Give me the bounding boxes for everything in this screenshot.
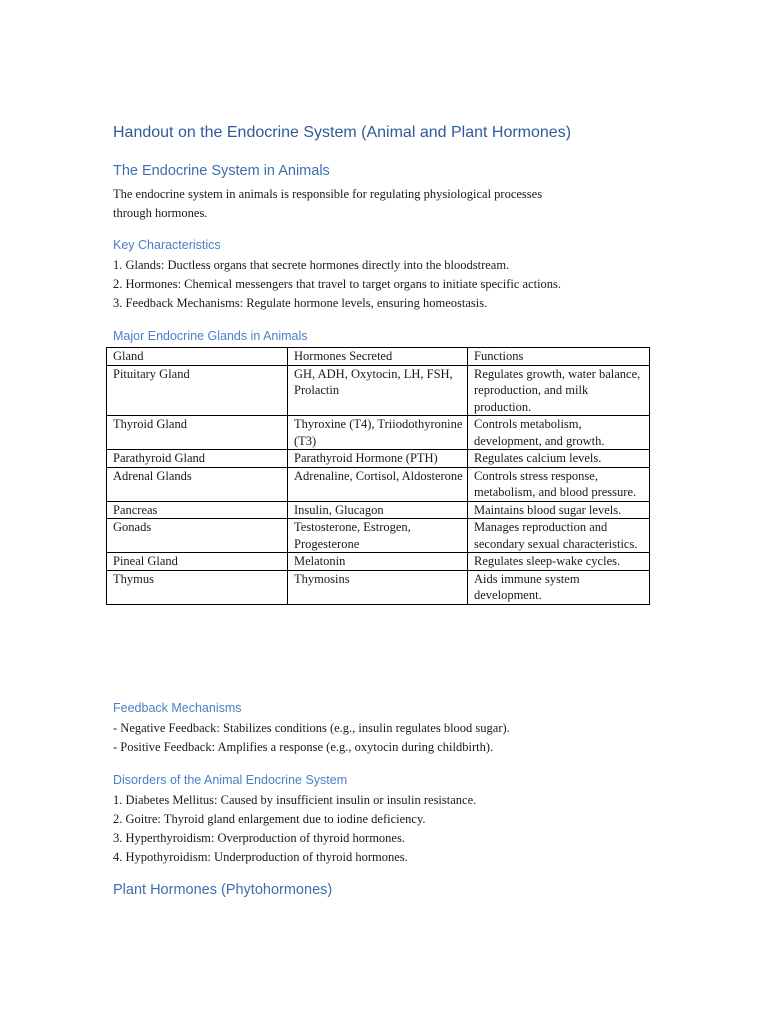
list-item: 1. Diabetes Mellitus: Caused by insufficient insulin or insulin resistance. (113, 793, 477, 807)
subheading-major-glands: Major Endocrine Glands in Animals (113, 329, 308, 343)
disorders-list (113, 791, 476, 867)
table-row (107, 519, 650, 553)
table-cell: Adrenaline, Cortisol, Aldosterone (288, 467, 468, 501)
list-item: 2. Goitre: Thyroid gland enlargement due to iodine deficiency. (113, 812, 426, 826)
subheading-key-characteristics: Key Characteristics (113, 238, 221, 252)
list-item: 1. Glands: Ductless organs that secrete hormones directly into the bloodstream. (113, 258, 510, 272)
table-cell: Maintains blood sugar levels. (468, 501, 650, 519)
table-row (107, 501, 650, 519)
table-cell: Gonads (107, 519, 288, 553)
intro-line: through hormones. (113, 206, 208, 220)
table-row (107, 553, 650, 571)
column-header-hormones: Hormones Secreted (288, 348, 468, 366)
table-cell: Insulin, Glucagon (288, 501, 468, 519)
table-cell: Thymosins (288, 570, 468, 604)
table-cell: Thymus (107, 570, 288, 604)
table-cell: Manages reproduction and secondary sexual characteristics. (468, 519, 650, 553)
intro-line: The endocrine system in animals is responsible for regulating physiological processes (113, 187, 543, 201)
feedback-list (113, 719, 510, 757)
glands-table (106, 347, 650, 605)
list-item: 2. Hormones: Chemical messengers that travel to target organs to initiate specific actions. (113, 277, 562, 291)
table-row (107, 416, 650, 450)
table-header-row (107, 348, 650, 366)
table-cell: Controls stress response, metabolism, and blood pressure. (468, 467, 650, 501)
list-item: - Positive Feedback: Amplifies a response (e.g., oxytocin during childbirth). (113, 740, 494, 754)
table-cell: Pineal Gland (107, 553, 288, 571)
list-item: 3. Hyperthyroidism: Overproduction of thyroid hormones. (113, 831, 405, 845)
table-cell: Thyroid Gland (107, 416, 288, 450)
column-header-gland: Gland (107, 348, 288, 366)
table-cell: Regulates growth, water balance, reproduction, and milk production. (468, 365, 650, 416)
table-cell: Parathyroid Hormone (PTH) (288, 450, 468, 468)
subheading-disorders: Disorders of the Animal Endocrine System (113, 773, 348, 787)
document-title: Handout on the Endocrine System (Animal and Plant Hormones) (113, 124, 572, 141)
table-cell: Controls metabolism, development, and growth. (468, 416, 650, 450)
table-cell: Thyroxine (T4), Triiodothyronine (T3) (288, 416, 468, 450)
table-cell: Pituitary Gland (107, 365, 288, 416)
list-item: 4. Hypothyroidism: Underproduction of thyroid hormones. (113, 850, 408, 864)
table-cell: Pancreas (107, 501, 288, 519)
table-cell: Testosterone, Estrogen, Progesterone (288, 519, 468, 553)
column-header-functions: Functions (468, 348, 650, 366)
intro-paragraph (113, 185, 542, 223)
key-characteristics-list (113, 256, 561, 313)
table-row (107, 365, 650, 416)
table-cell: Regulates sleep-wake cycles. (468, 553, 650, 571)
table-cell: Parathyroid Gland (107, 450, 288, 468)
list-item: - Negative Feedback: Stabilizes conditions (e.g., insulin regulates blood sugar). (113, 721, 510, 735)
table-cell: Regulates calcium levels. (468, 450, 650, 468)
table-row (107, 450, 650, 468)
table-row (107, 467, 650, 501)
table-cell: GH, ADH, Oxytocin, LH, FSH, Prolactin (288, 365, 468, 416)
table-row (107, 570, 650, 604)
table-cell: Melatonin (288, 553, 468, 571)
section-heading-plants: Plant Hormones (Phytohormones) (113, 882, 333, 898)
list-item: 3. Feedback Mechanisms: Regulate hormone levels, ensuring homeostasis. (113, 296, 488, 310)
subheading-feedback: Feedback Mechanisms (113, 701, 242, 715)
table-cell: Aids immune system development. (468, 570, 650, 604)
table-cell: Adrenal Glands (107, 467, 288, 501)
section-heading-animals: The Endocrine System in Animals (113, 163, 330, 179)
